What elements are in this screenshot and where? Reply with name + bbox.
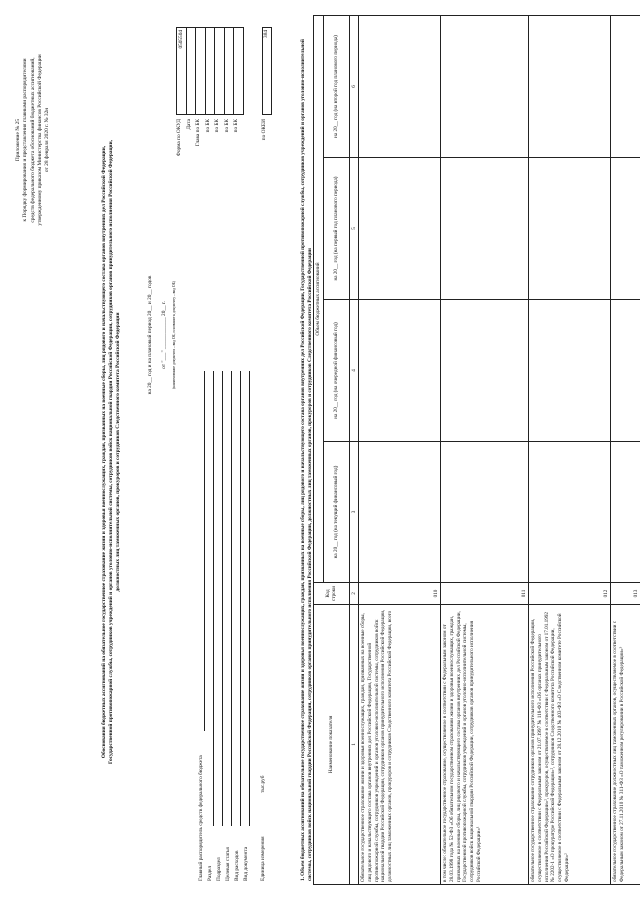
form-field-label: Вид расходов <box>234 850 240 881</box>
units-label: Единица измерения <box>260 836 266 881</box>
header-year: на 20__ год (на первый год планового периода) <box>323 158 349 300</box>
code-label: Дата <box>185 119 192 130</box>
code-cell[interactable] <box>215 28 225 115</box>
code-cell[interactable] <box>196 28 206 115</box>
code-label: Форма по ОКУД <box>176 119 182 157</box>
value-cell[interactable] <box>359 442 441 583</box>
code-label: Глава по БК <box>195 119 201 147</box>
header-year: на 20__ год (на второй год планового периода) <box>323 15 349 157</box>
header-year: на 20__ год (на очередной финансовый год) <box>323 300 349 442</box>
column-number: 4 <box>349 300 359 442</box>
code-cell[interactable] <box>224 28 234 115</box>
code-cell[interactable] <box>205 28 215 115</box>
code-labels <box>176 119 270 205</box>
form-field-line[interactable] <box>222 371 223 826</box>
row-code: 013 <box>611 583 640 605</box>
form-field-row <box>243 361 251 881</box>
value-cell[interactable] <box>611 15 640 157</box>
row-name: обязательное государственное страхование должностных лиц таможенных органов, осуществляемое в соответствии с Федеральным законом от 27.11.2010 № 311-ФЗ «О таможенном регулировании в Российской Федерации»³ <box>611 605 640 885</box>
code-cell[interactable] <box>186 28 196 115</box>
appendix-line: утвержденному приказом Министерства финансов Российской Федерации <box>36 54 43 226</box>
row-name: Обязательное государственное страхование жизни и здоровья военнослужащих, граждан, призванных на военные сборы, лиц рядового и начальствующего состава органов внутренних дел Российской Федерации, Государственной противопожарной службы, сотрудников учреждений и органов уголовно-исполнительной системы, сотрудников войск национальной гвардии Российской Федерации, сотрудников органов принудительного исполнения Российской Федерации, должностных лиц таможенных органов, прокуроров и сотрудников Следственного комитета Российской Федерации, всего <box>359 605 441 885</box>
header-volume: Объем бюджетных ассигнований <box>314 15 324 582</box>
value-cell[interactable] <box>611 158 640 300</box>
period-line: на 20__ год и на плановый период 20__ и 20__ годов <box>147 275 153 395</box>
header-code: Код строки <box>314 583 350 605</box>
row-name: обязательное государственное страхование сотрудников органов принудительного исполнения Российской Федерации, осуществляемое в соответствии с Федеральным законом от 21.07.1997 № 118-ФЗ «Об органах принудительного исполнения Российской Федерации»², прокуроров, осуществляемое в соответствии с Федеральным законом от 17.01.1992 № 2202-1 «О прокуратуре Российской Федерации»², сотрудников Следственного комитета Российской Федерации, осуществляемое в соответствии с Федеральным законом от 28.12.2010 № 403-ФЗ «О Следственном комитете Российской Федерации»² <box>529 605 611 885</box>
table-row <box>359 15 441 884</box>
column-number: 2 <box>349 583 359 605</box>
code-cell[interactable] <box>234 28 244 115</box>
column-number: 3 <box>349 442 359 583</box>
document-title: Обоснования бюджетных ассигнований на обязательное государственное страхование жизни и здоровья военнослужащих, граждан, призванных на военные сборы, лиц рядового и начальствующего состава органов внутренних дел Российской Федерации, Государственной противопожарной службы, сотрудников учреждений и органов уголовно-исполнительной системы, сотрудников войск национальной гвардии Российской Федерации, сотрудников органов принудительного исполнения Российской Федерации, должностных лиц таможенных органов, прокуроров и сотрудников Следственного комитета Российской Федерации <box>101 140 121 764</box>
value-cell[interactable] <box>359 300 441 442</box>
code-spacer <box>243 28 262 115</box>
form-field-line[interactable] <box>231 371 232 826</box>
value-cell[interactable] <box>441 442 529 583</box>
allocations-table <box>313 15 640 885</box>
codes-table <box>176 27 272 115</box>
value-cell[interactable] <box>529 300 611 442</box>
table-row <box>611 15 640 884</box>
form-field-row <box>234 361 242 881</box>
units-value: тыс.руб <box>260 775 266 793</box>
column-number: 1 <box>349 605 359 885</box>
row-name: в том числе: обязательное государственное страхование, осуществляемое в соответствии с Федеральным законом от 28.03.1998 года № 52-ФЗ «Об обязательном государственном страховании жизни и здоровья военнослужащих, граждан, призванных на военные сборы, лиц рядового и начальствующего состава органов внутренних дел Российской Федерации, Государственной противопожарной службы, сотрудников учреждений и органов уголовно-исполнительной системы, сотрудников войск национальной гвардии Российской Федерации, сотрудников органов принудительного исполнения Российской Федерации»¹ <box>441 605 529 885</box>
value-cell[interactable] <box>529 15 611 157</box>
form-field-row <box>198 361 206 881</box>
value-cell[interactable] <box>529 442 611 583</box>
form-field-line[interactable] <box>240 371 241 826</box>
value-cell[interactable] <box>359 15 441 157</box>
header-name: Наименование показателя <box>314 605 350 885</box>
code-label: по БК <box>223 119 230 133</box>
value-cell[interactable] <box>359 158 441 300</box>
row-code: 012 <box>529 583 611 605</box>
document-hint: (наименование документа – вид ОБ, основание к документу – вид ОБ) <box>172 281 176 389</box>
code-label: по ОКЕИ <box>260 119 267 141</box>
code-cell[interactable]: 384 <box>262 28 272 115</box>
column-number: 5 <box>349 158 359 300</box>
code-label: по БК <box>204 119 211 133</box>
form-field-row <box>225 361 233 881</box>
value-cell[interactable] <box>441 15 529 157</box>
form-field-row <box>216 361 224 881</box>
appendix-line: средств федерального бюджета обоснований бюджетных ассигнований, <box>29 57 36 223</box>
value-cell[interactable] <box>441 158 529 300</box>
form-field-label: Подраздел <box>216 857 222 881</box>
value-cell[interactable] <box>611 300 640 442</box>
row-code: 011 <box>441 583 529 605</box>
form-field-line[interactable] <box>213 371 214 826</box>
code-label: по БК <box>214 119 220 133</box>
form-field-line[interactable] <box>204 371 205 731</box>
appendix-line: к Порядку формирования и представления главными распорядителями <box>22 58 29 222</box>
table-row <box>441 15 529 884</box>
form-field-label: Раздел <box>207 866 213 881</box>
header-year: на 20__ год (на текущий финансовый год) <box>323 442 349 583</box>
form-field-label: Целевая статья <box>225 847 231 881</box>
value-cell[interactable] <box>441 300 529 442</box>
appendix-line: от 28 февраля 2020 г. № 32н <box>44 107 51 173</box>
appendix-header <box>15 15 51 265</box>
form-field-label: Главный распорядитель средств федерального бюджета <box>198 755 204 881</box>
value-cell[interactable] <box>529 158 611 300</box>
section-title: 1. Объем бюджетных ассигнований на обязательное государственное страхование жизни и здоровья военнослужащих, граждан, призванных на военные сборы, лиц рядового и начальствующего состава органов внутренних дел Российской Федерации, Государственной противопожарной службы, сотрудников учреждений и органов уголовно-исполнительной системы, сотрудников войск национальной гвардии Российской Федерации, сотрудников органов принудительного исполнения Российской Федерации, должностных лиц таможенных органов, прокуроров и сотрудников Следственного комитета Российской Федерации <box>300 39 313 881</box>
table-row <box>529 15 611 884</box>
column-number: 6 <box>349 15 359 157</box>
value-cell[interactable] <box>611 442 640 583</box>
form-field-row <box>207 361 215 881</box>
units-row <box>260 681 268 881</box>
form-field-line[interactable] <box>249 371 250 826</box>
code-label: по БК <box>233 119 239 133</box>
form-field-label: Вид документа <box>243 846 249 881</box>
code-cell[interactable]: 0505504 <box>177 28 187 115</box>
row-code: 010 <box>359 583 441 605</box>
date-line: от "___" ____________ 20__ г. <box>161 301 167 369</box>
appendix-number: Приложение № 25 <box>15 118 21 162</box>
